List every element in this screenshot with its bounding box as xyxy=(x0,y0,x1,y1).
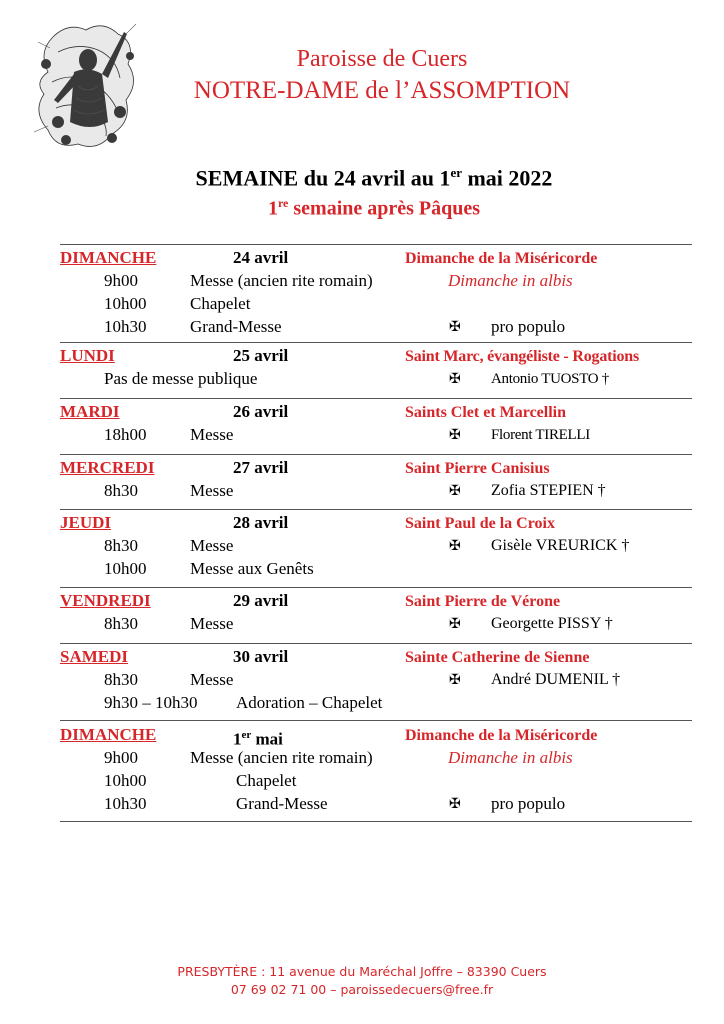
liturgical-note: Dimanche in albis xyxy=(448,748,573,767)
mass-time: 10h30 xyxy=(104,317,147,336)
divider xyxy=(60,398,692,399)
day-date: 25 avril xyxy=(233,346,289,365)
mass-time: 18h00 xyxy=(104,425,147,444)
feast-label: Saint Pierre de Vérone xyxy=(405,593,561,610)
divider xyxy=(60,821,692,822)
mass-intention: pro populo xyxy=(491,317,566,336)
divider xyxy=(60,720,692,721)
feast-label: Dimanche de la Miséricorde xyxy=(405,727,598,744)
mass-time: 8h30 xyxy=(104,670,138,689)
maltese-cross-icon: ✠ xyxy=(449,673,461,688)
feast-label: Saint Marc, évangéliste - Rogations xyxy=(405,348,640,365)
week-heading: SEMAINE du 24 avril au 1er mai 2022 xyxy=(195,165,553,191)
feast-label: Saints Clet et Marcellin xyxy=(405,404,567,421)
mass-time: 9h00 xyxy=(104,748,138,767)
day-label: MERCREDI xyxy=(60,458,155,477)
day-date: 28 avril xyxy=(233,513,289,532)
mass-intention: Florent TIRELLI xyxy=(491,427,590,443)
feast-label: Dimanche de la Miséricorde xyxy=(405,250,598,267)
service-label: Chapelet xyxy=(190,294,251,313)
day-date: 27 avril xyxy=(233,458,289,477)
church-name: NOTRE-DAME de l’ASSOMPTION xyxy=(193,77,571,104)
footer-address: PRESBYTÈRE : 11 avenue du Maréchal Joffre – 83390 Cuers xyxy=(177,964,547,979)
day-label: JEUDI xyxy=(60,513,112,532)
service-label: Messe (ancien rite romain) xyxy=(190,271,373,290)
service-label: Messe (ancien rite romain) xyxy=(190,748,373,767)
service-label: Pas de messe publique xyxy=(104,369,258,388)
parish-name: Paroisse de Cuers xyxy=(296,46,468,72)
mass-time: 9h00 xyxy=(104,271,138,290)
day-date: 29 avril xyxy=(233,591,289,610)
mass-time: 10h00 xyxy=(104,771,147,790)
service-label: Messe aux Genêts xyxy=(190,559,314,578)
day-label: SAMEDI xyxy=(60,647,129,666)
mass-time: 10h00 xyxy=(104,294,147,313)
feast-label: Saint Pierre Canisius xyxy=(405,460,550,477)
service-label: Messe xyxy=(190,670,234,689)
mass-intention: pro populo xyxy=(491,794,566,813)
service-label: Adoration – Chapelet xyxy=(236,693,383,712)
service-label: Chapelet xyxy=(236,771,297,790)
day-label: DIMANCHE xyxy=(60,248,157,267)
service-label: Messe xyxy=(190,614,234,633)
divider xyxy=(60,244,692,245)
mass-time: 10h00 xyxy=(104,559,147,578)
divider xyxy=(60,587,692,588)
mass-time: 8h30 xyxy=(104,481,138,500)
day-date: 30 avril xyxy=(233,647,289,666)
maltese-cross-icon: ✠ xyxy=(449,372,461,387)
divider xyxy=(60,454,692,455)
service-label: Messe xyxy=(190,536,234,555)
maltese-cross-icon: ✠ xyxy=(449,320,461,335)
feast-label: Sainte Catherine de Sienne xyxy=(405,649,590,666)
day-label: MARDI xyxy=(60,402,120,421)
mass-intention: Gisèle VREURICK † xyxy=(491,537,630,554)
mass-time: 8h30 xyxy=(104,536,138,555)
mass-time: 9h30 – 10h30 xyxy=(104,693,198,712)
service-label: Messe xyxy=(190,481,234,500)
feast-label: Saint Paul de la Croix xyxy=(405,515,555,532)
maltese-cross-icon: ✠ xyxy=(449,797,461,812)
day-date: 26 avril xyxy=(233,402,289,421)
mass-intention: André DUMENIL † xyxy=(491,671,621,688)
mass-intention: Zofia STEPIEN † xyxy=(491,482,606,499)
day-label: VENDREDI xyxy=(60,591,151,610)
maltese-cross-icon: ✠ xyxy=(449,617,461,632)
footer-contact: 07 69 02 71 00 – paroissedecuers@free.fr xyxy=(230,982,494,997)
day-date: 24 avril xyxy=(233,248,289,267)
day-label: LUNDI xyxy=(60,346,115,365)
divider xyxy=(60,342,692,343)
maltese-cross-icon: ✠ xyxy=(449,428,461,443)
day-date: 1er mai xyxy=(233,729,283,749)
maltese-cross-icon: ✠ xyxy=(449,484,461,499)
day-label: DIMANCHE xyxy=(60,725,157,744)
service-label: Grand-Messe xyxy=(190,317,282,336)
divider xyxy=(60,509,692,510)
mass-time: 10h30 xyxy=(104,794,147,813)
divider xyxy=(60,643,692,644)
liturgical-note: Dimanche in albis xyxy=(448,271,573,290)
mass-intention: Antonio TUOSTO † xyxy=(491,371,609,387)
service-label: Messe xyxy=(190,425,234,444)
week-subheading: 1re semaine après Pâques xyxy=(267,196,481,220)
service-label: Grand-Messe xyxy=(236,794,328,813)
mass-time: 8h30 xyxy=(104,614,138,633)
mass-intention: Georgette PISSY † xyxy=(491,615,613,632)
maltese-cross-icon: ✠ xyxy=(449,539,461,554)
